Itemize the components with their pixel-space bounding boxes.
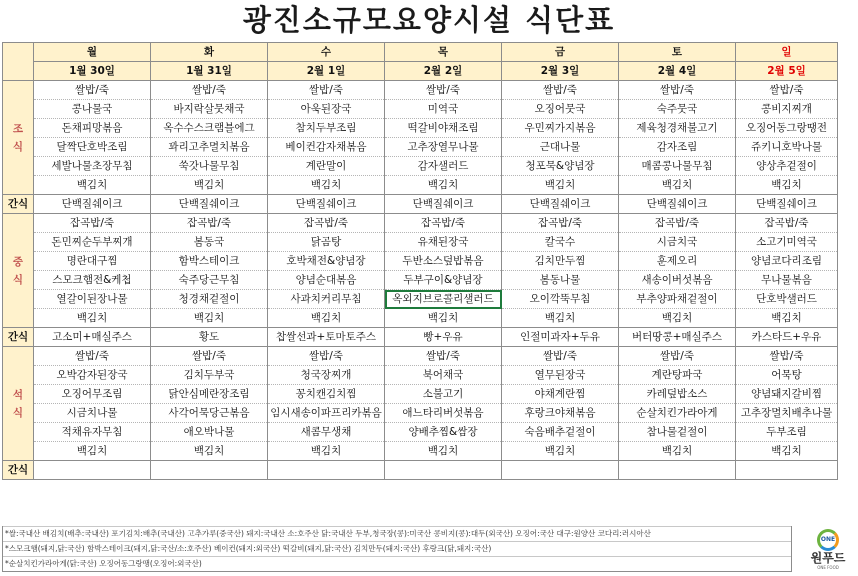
menu-item: 세발나물초장무침 <box>34 157 151 176</box>
menu-item: 옥외지브로콜리샐러드 <box>385 290 502 309</box>
menu-item: 잡곡밥/죽 <box>619 214 736 233</box>
menu-item: 참치두부조림 <box>268 119 385 138</box>
snack-item: 황도 <box>151 328 268 347</box>
menu-item: 청국장찌개 <box>268 366 385 385</box>
menu-item: 잡곡밥/죽 <box>151 214 268 233</box>
menu-item: 소불고기 <box>385 385 502 404</box>
menu-item: 달짝단호박조림 <box>34 138 151 157</box>
menu-item: 근대나물 <box>502 138 619 157</box>
menu-item: 훈제오리 <box>619 252 736 271</box>
menu-item: 쌀밥/죽 <box>502 347 619 366</box>
menu-item: 쌀밥/죽 <box>151 347 268 366</box>
menu-item: 고추장열무나물 <box>385 138 502 157</box>
menu-item: 시금치나물 <box>34 404 151 423</box>
menu-item: 계란말이 <box>268 157 385 176</box>
menu-item: 잡곡밥/죽 <box>34 214 151 233</box>
menu-item: 봄동국 <box>151 233 268 252</box>
menu-item: 무나물볶음 <box>736 271 838 290</box>
menu-item: 시금치국 <box>619 233 736 252</box>
menu-item: 오징어뭇국 <box>502 100 619 119</box>
menu-item: 아욱된장국 <box>268 100 385 119</box>
menu-item: 두부조림 <box>736 423 838 442</box>
origin-notes <box>2 526 792 572</box>
menu-item: 오이깍뚝무침 <box>502 290 619 309</box>
menu-item: 닭안심메란장조림 <box>151 385 268 404</box>
menu-item: 쌀밥/죽 <box>385 347 502 366</box>
snack-label: 간식 <box>3 195 34 214</box>
menu-item: 후랑크야채볶음 <box>502 404 619 423</box>
menu-item: 새콤무생채 <box>268 423 385 442</box>
day-header: 수 <box>268 43 385 62</box>
snack-item <box>34 461 151 480</box>
menu-item: 콩비지찌개 <box>736 100 838 119</box>
menu-item: 백김치 <box>736 442 838 461</box>
menu-item: 야채계란찜 <box>502 385 619 404</box>
day-header: 금 <box>502 43 619 62</box>
menu-item: 부추양파채겉절이 <box>619 290 736 309</box>
menu-item: 새송이버섯볶음 <box>619 271 736 290</box>
menu-item: 백김치 <box>151 442 268 461</box>
date-header: 2월 2일 <box>385 62 502 81</box>
menu-item: 백김치 <box>385 442 502 461</box>
breakfast-label: 조 식 <box>3 81 34 195</box>
menu-item: 베이컨감자채볶음 <box>268 138 385 157</box>
lunch-label: 중 식 <box>3 214 34 328</box>
menu-item: 고추장멸치배추나물 <box>736 404 838 423</box>
snack-item <box>268 461 385 480</box>
snack-label: 간식 <box>3 461 34 480</box>
snack-label: 간식 <box>3 328 34 347</box>
menu-item: 백김치 <box>151 309 268 328</box>
day-header: 일 <box>736 43 838 62</box>
menu-item: 청포묵&양념장 <box>502 157 619 176</box>
logo-name: 원푸드 <box>810 551 846 565</box>
menu-item: 순살치킨가라아게 <box>619 404 736 423</box>
menu-item: 쌀밥/죽 <box>34 81 151 100</box>
menu-item: 양념코다리조림 <box>736 252 838 271</box>
menu-item: 제육청경채불고기 <box>619 119 736 138</box>
menu-item: 쌀밥/죽 <box>736 81 838 100</box>
menu-item: 북어채국 <box>385 366 502 385</box>
snack-item: 단백질쉐이크 <box>619 195 736 214</box>
day-header: 토 <box>619 43 736 62</box>
snack-item: 단백질쉐이크 <box>34 195 151 214</box>
snack-item <box>619 461 736 480</box>
menu-item: 백김치 <box>268 176 385 195</box>
menu-item: 백김치 <box>736 176 838 195</box>
menu-item: 쌀밥/죽 <box>619 347 736 366</box>
menu-item: 두부구이&양념장 <box>385 271 502 290</box>
menu-item: 두반소스덮밥볶음 <box>385 252 502 271</box>
menu-item: 스모크햄전&케첩 <box>34 271 151 290</box>
dinner-label: 석 식 <box>3 347 34 461</box>
menu-item: 단호박샐러드 <box>736 290 838 309</box>
origin-note-line: *순살치킨가라아게(닭:국산) 오징어동그랑땡(오징어:외국산) <box>3 556 791 571</box>
menu-item: 유채된장국 <box>385 233 502 252</box>
date-header: 1월 31일 <box>151 62 268 81</box>
menu-item: 떡갈비야채조림 <box>385 119 502 138</box>
day-header: 목 <box>385 43 502 62</box>
menu-item: 임시새송이파프리카볶음 <box>268 404 385 423</box>
menu-item: 열무된장국 <box>502 366 619 385</box>
menu-item: 감자샐러드 <box>385 157 502 176</box>
menu-item: 미역국 <box>385 100 502 119</box>
snack-item: 단백질쉐이크 <box>736 195 838 214</box>
menu-item: 백김치 <box>34 176 151 195</box>
menu-item: 잡곡밥/죽 <box>736 214 838 233</box>
menu-item: 카레덮밥소스 <box>619 385 736 404</box>
menu-item: 쌀밥/죽 <box>619 81 736 100</box>
menu-item: 숙주당근무침 <box>151 271 268 290</box>
logo-badge: ONE <box>817 529 839 551</box>
date-header: 2월 5일 <box>736 62 838 81</box>
menu-item: 계란탕파국 <box>619 366 736 385</box>
page-title: 광진소규모요양시설 식단표 <box>242 3 616 37</box>
menu-item: 백김치 <box>502 442 619 461</box>
menu-item: 애오박나물 <box>151 423 268 442</box>
day-header: 화 <box>151 43 268 62</box>
menu-item: 백김치 <box>502 309 619 328</box>
menu-item: 오징어무조림 <box>34 385 151 404</box>
menu-item: 쌀밥/죽 <box>151 81 268 100</box>
menu-table <box>2 42 838 480</box>
day-header: 월 <box>34 43 151 62</box>
menu-item: 쥬키니호박나물 <box>736 138 838 157</box>
menu-item: 칼국수 <box>502 233 619 252</box>
menu-item: 양념돼지갈비찜 <box>736 385 838 404</box>
menu-item: 백김치 <box>34 442 151 461</box>
menu-item: 잡곡밥/죽 <box>385 214 502 233</box>
snack-item <box>151 461 268 480</box>
origin-note-line: *쌀:국내산 배김치(배추:국내산) 포기김치:배추(국내산) 고추가루(중국산) 돼지:국내산 소:호주산 닭:국내산 두부,청국장(콩):미국산 콩비지(콩):대두(외국산) 오징어:국산 대구:원양산 코다리:러시아산 <box>3 526 791 541</box>
snack-item: 단백질쉐이크 <box>385 195 502 214</box>
snack-item: 카스타드+우유 <box>736 328 838 347</box>
menu-item: 콩나물국 <box>34 100 151 119</box>
menu-item: 쌀밥/죽 <box>385 81 502 100</box>
menu-item: 쌀밥/죽 <box>268 347 385 366</box>
menu-item: 호박채전&양념장 <box>268 252 385 271</box>
snack-item: 단백질쉐이크 <box>268 195 385 214</box>
menu-item: 돈민찌순두부찌개 <box>34 233 151 252</box>
menu-item: 백김치 <box>619 442 736 461</box>
menu-item: 백김치 <box>502 176 619 195</box>
date-header: 2월 1일 <box>268 62 385 81</box>
menu-item: 사각어묵당근볶음 <box>151 404 268 423</box>
menu-item: 백김치 <box>34 309 151 328</box>
corner-cell <box>3 43 34 81</box>
menu-item: 봄동나물 <box>502 271 619 290</box>
menu-item: 닭곰탕 <box>268 233 385 252</box>
menu-item: 사과치커리무침 <box>268 290 385 309</box>
brand-logo <box>800 527 856 575</box>
snack-item: 버터땅콩+매실주스 <box>619 328 736 347</box>
date-header: 1월 30일 <box>34 62 151 81</box>
menu-item: 백김치 <box>385 309 502 328</box>
snack-item: 인절미과자+두유 <box>502 328 619 347</box>
menu-item: 쌀밥/죽 <box>34 347 151 366</box>
menu-item: 꽁치캔김치찜 <box>268 385 385 404</box>
menu-item: 백김치 <box>268 442 385 461</box>
menu-item: 소고기미역국 <box>736 233 838 252</box>
menu-item: 바지락살뭇채국 <box>151 100 268 119</box>
menu-item: 우민찌가지볶음 <box>502 119 619 138</box>
menu-item: 숙주뭇국 <box>619 100 736 119</box>
menu-item: 잡곡밥/죽 <box>268 214 385 233</box>
menu-item: 김치두부국 <box>151 366 268 385</box>
menu-item: 쌀밥/죽 <box>736 347 838 366</box>
menu-item: 양념순대볶음 <box>268 271 385 290</box>
menu-item: 열갈이된장나물 <box>34 290 151 309</box>
snack-item: 찹쌀선과+토마토주스 <box>268 328 385 347</box>
menu-item: 청경채겉절이 <box>151 290 268 309</box>
logo-tagline: ONE FOOD <box>817 565 839 570</box>
snack-item: 빵+우유 <box>385 328 502 347</box>
menu-item: 어묵탕 <box>736 366 838 385</box>
snack-item <box>736 461 838 480</box>
menu-item: 백김치 <box>736 309 838 328</box>
snack-item: 단백질쉐이크 <box>151 195 268 214</box>
menu-item: 애느타리버섯볶음 <box>385 404 502 423</box>
menu-item: 함박스테이크 <box>151 252 268 271</box>
menu-item: 꽈리고추멸치볶음 <box>151 138 268 157</box>
menu-item: 김치만두찜 <box>502 252 619 271</box>
menu-item: 참나물겉절이 <box>619 423 736 442</box>
menu-item: 숙음배추겉절이 <box>502 423 619 442</box>
menu-item: 적채유자무침 <box>34 423 151 442</box>
menu-item: 오박감자된장국 <box>34 366 151 385</box>
snack-item: 단백질쉐이크 <box>502 195 619 214</box>
menu-item: 옥수수스크램블에그 <box>151 119 268 138</box>
date-header: 2월 3일 <box>502 62 619 81</box>
menu-item: 감자조림 <box>619 138 736 157</box>
snack-item: 고소미+매실주스 <box>34 328 151 347</box>
origin-note-line: *스모크햄(돼지,닭:국산) 함박스테이크(돼지,닭:국산/소:호주산) 베이컨(돼지:외국산) 떡갈비(돼지,닭:국산) 김치만두(돼지:국산) 후랑크(닭,돼지:국산) <box>3 541 791 556</box>
menu-item: 양배추찜&쌈장 <box>385 423 502 442</box>
menu-item: 백김치 <box>619 176 736 195</box>
menu-item: 매콤콩나물무침 <box>619 157 736 176</box>
menu-item: 백김치 <box>385 176 502 195</box>
date-header: 2월 4일 <box>619 62 736 81</box>
menu-item: 백김치 <box>151 176 268 195</box>
menu-item: 쌀밥/죽 <box>268 81 385 100</box>
snack-item <box>385 461 502 480</box>
menu-item: 쑥갓나물무침 <box>151 157 268 176</box>
menu-item: 돈채피망볶음 <box>34 119 151 138</box>
menu-item: 백김치 <box>268 309 385 328</box>
menu-item: 잡곡밥/죽 <box>502 214 619 233</box>
menu-item: 양상추겉절이 <box>736 157 838 176</box>
menu-item: 쌀밥/죽 <box>502 81 619 100</box>
menu-item: 백김치 <box>619 309 736 328</box>
menu-item: 오징어동그랑땡전 <box>736 119 838 138</box>
snack-item <box>502 461 619 480</box>
menu-item: 명란대구찜 <box>34 252 151 271</box>
